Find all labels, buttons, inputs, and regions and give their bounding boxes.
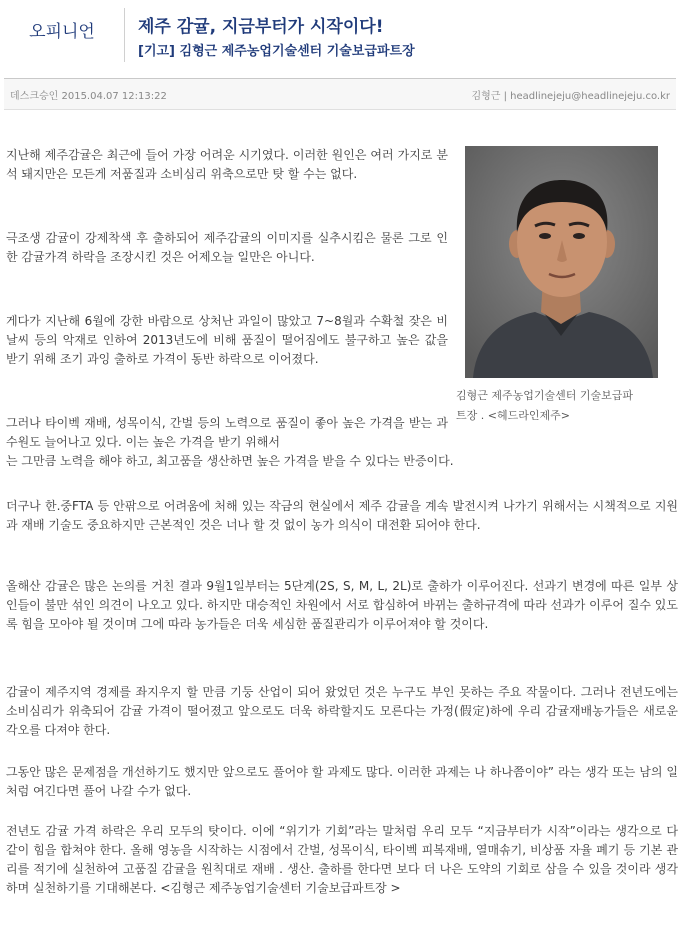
photo-caption-line: 트장 . <헤드라인제주> (456, 409, 570, 422)
article-paragraph: 더구나 한.중FTA 등 안팎으로 어려움에 처해 있는 작금의 현실에서 제주 감귤을 계속 발전시켜 나가기 위해서는 시책적으로 지원과 재배 기술도 중요하지만 근본적인 것은 너나 할 것 없이 농가 의식이 대전환 되어야 한다. (6, 499, 678, 532)
article-paragraph: 전년도 감귤 가격 하락은 우리 모두의 탓이다. 이에 “위기가 기회”라는 말처럼 우리 모두 “지금부터가 시작”이라는 생각으로 다 같이 힘을 합쳐야 한다. 올해 영농을 시작하는 시점에서 간벌, 성목이식, 타이벡 피복재배, 열매솎기, 비상품 자율 폐기 등 기본 관리를 적기에 실천하여 고품질 감귤을 원칙대로 재배 . 생산. 출하를 한다면 보다 더 나은 도약의 기회로 삼을 수 있을 것이라 생각하며 실천하기를 기대해본다. <김형근 제주농업기술센터 기술보급파트장 > (6, 824, 678, 895)
article-meta-bar (4, 78, 676, 110)
publish-date: 데스크승인 2015.04.07 12:13:22 (10, 91, 167, 102)
article-paragraph: 올해산 감귤은 많은 논의를 거친 결과 9월1일부터는 5단계(2S, S, M, L, 2L)로 출하가 이루어진다. 선과기 변경에 따른 일부 상인들이 불만 섞인 의견이 나오고 있다. 하지만 대승적인 차원에서 서로 합심하여 바뀌는 출하규격에 따라 선과가 이루어 질수 있도록 힘을 모아야 될 것이며 그에 따라 농가들은 더욱 세심한 품질관리가 이루어져야 할 것이다. (6, 579, 678, 631)
article-paragraph: 지난해 제주감귤은 최근에 들어 가장 어려운 시기였다. 이러한 원인은 여러 가지로 분석 돼지만은 모든게 저품질과 소비심리 위축으로만 탓 할 수는 없다. (6, 148, 448, 181)
section-label[interactable]: 오피니언 (29, 22, 95, 42)
author-photo (465, 146, 658, 378)
article-paragraph: 그러나 타이벡 재배, 성목이식, 간벌 등의 노력으로 품질이 좋아 높은 가격을 받는 과수원도 늘어나고 있다. 이는 높은 가격을 받기 위해서 (6, 416, 448, 449)
article-subheadline: [기고] 김형근 제주농업기술센터 기술보급파트장 (138, 44, 415, 59)
author-contact[interactable]: 김형근 | headlinejeju@headlinejeju.co.kr (471, 91, 670, 102)
article-paragraph: 극조생 감귤이 강제착색 후 출하되어 제주감귤의 이미지를 실추시킴은 물론 그로 인한 감귤가격 하락을 조장시킨 것은 어제오늘 일만은 아니다. (6, 231, 448, 264)
article-header (0, 0, 684, 70)
photo-caption (456, 386, 666, 426)
article-paragraph: 게다가 지난해 6월에 강한 바람으로 상처난 과일이 많았고 7~8월과 수확철 잦은 비 날씨 등의 악재로 인하여 2013년도에 비해 품질이 떨어짐에도 불구하고 높은 값을 받기 위해 조기 과잉 출하로 가격이 동반 하락으로 이어졌다. (6, 314, 448, 366)
article-paragraph: 감귤이 제주지역 경제를 좌지우지 할 만큼 기둥 산업이 되어 왔었던 것은 누구도 부인 못하는 주요 작물이다. 그러나 전년도에는 소비심리가 위축되어 감귤 가격이 떨어졌고 앞으로도 더욱 하락할지도 모른다는 가정(假定)하에 우리 감귤재배농가들은 새로운 각오를 다져야 한다. (6, 685, 678, 737)
article-paragraph: 그동안 많은 문제점을 개선하기도 했지만 앞으로도 풀어야 할 과제도 많다. 이러한 과제는 나 하나쯤이야” 라는 생각 또는 남의 일처럼 여긴다면 풀어 나갈 수가 없다. (6, 765, 678, 798)
article-paragraph: 는 그만큼 노력을 해야 하고, 최고품을 생산하면 높은 가격을 받을 수 있다는 반증이다. (6, 454, 454, 468)
photo-caption-line: 김형근 제주농업기술센터 기술보급파 (456, 389, 634, 402)
header-divider (124, 8, 125, 62)
article-headline: 제주 감귤, 지금부터가 시작이다! (138, 17, 384, 37)
